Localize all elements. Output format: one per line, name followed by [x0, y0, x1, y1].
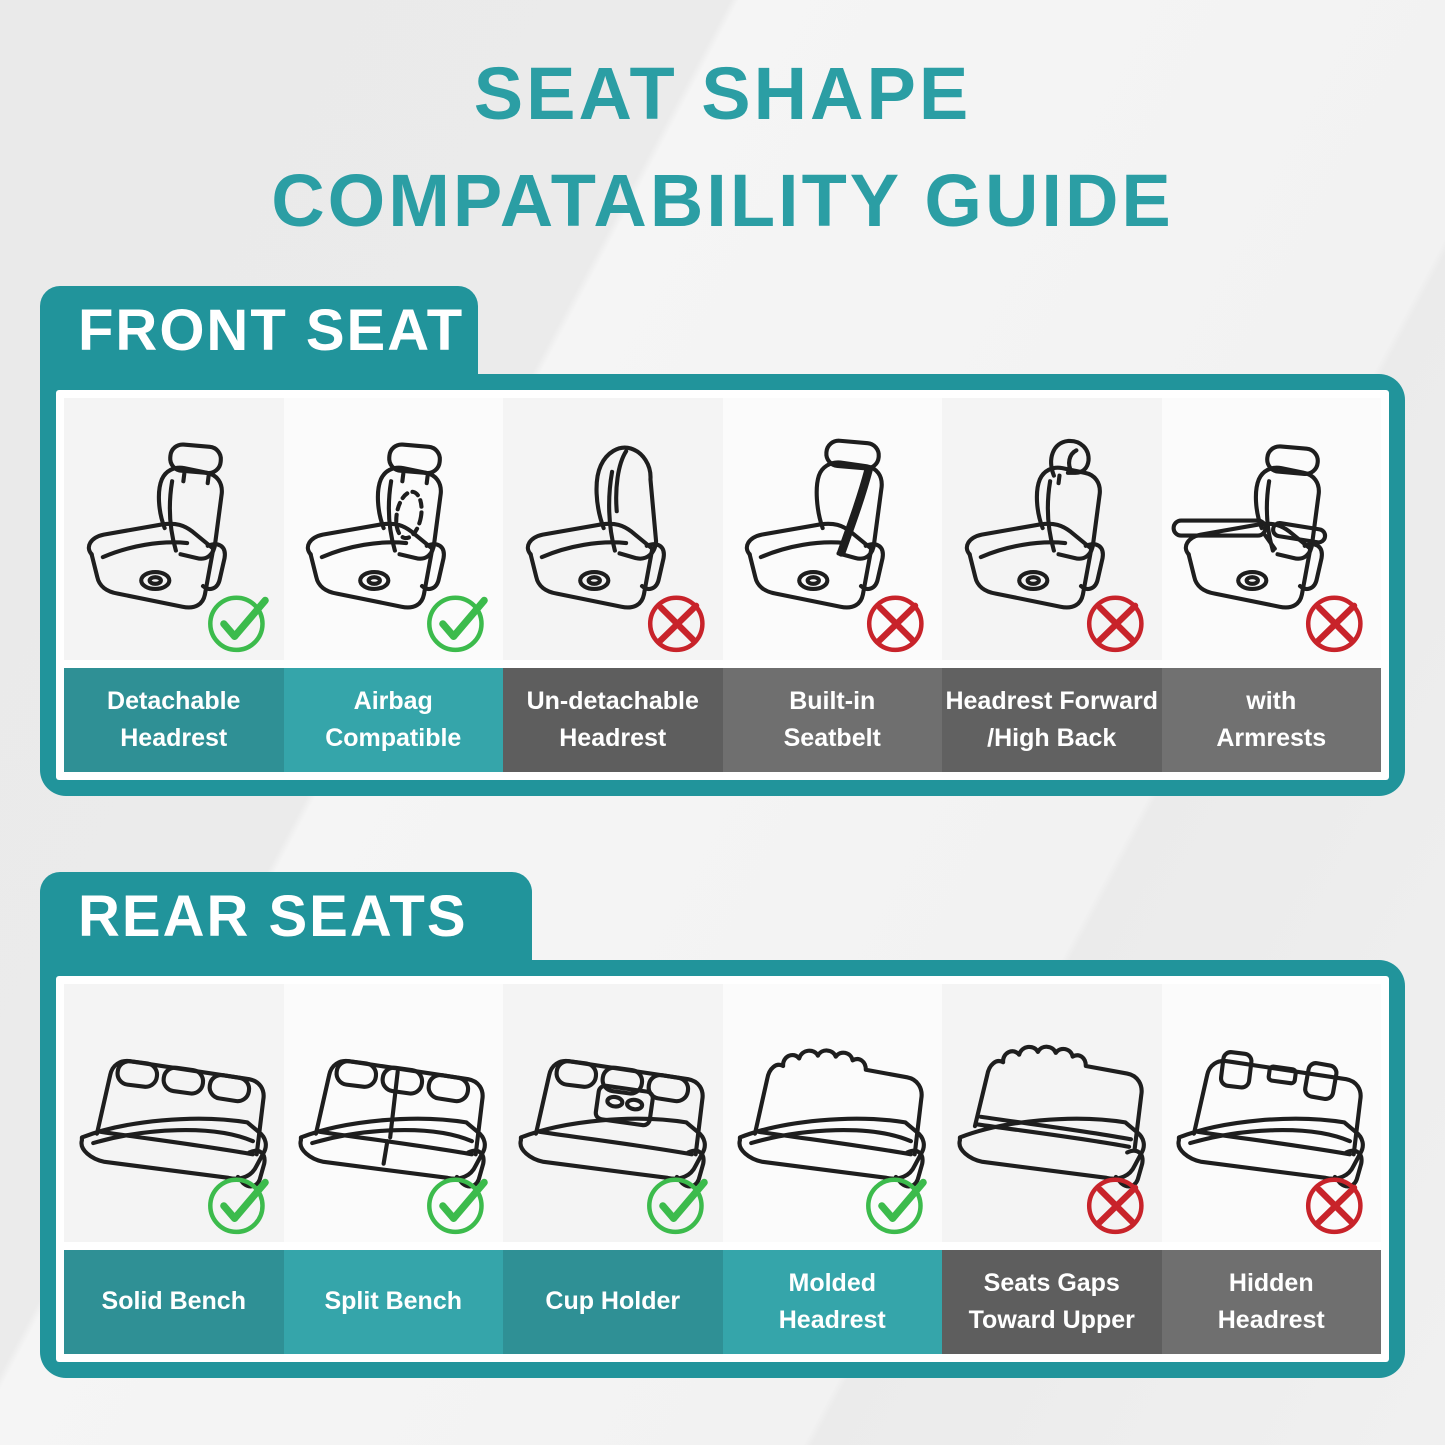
front-card-with-armrests — [1162, 398, 1382, 772]
status-icon — [1082, 1168, 1154, 1240]
status-icon — [423, 586, 495, 658]
check-icon — [204, 1168, 276, 1240]
label-split-bench — [284, 1250, 504, 1354]
front-seat-panel — [40, 374, 1405, 796]
label-line2: Headrest — [120, 724, 228, 752]
label-line1: Split Bench — [324, 1287, 462, 1316]
label-detachable-headrest — [64, 668, 284, 772]
front-card-built-in-seatbelt — [723, 398, 943, 772]
label-line1: Built-in — [789, 686, 876, 715]
check-icon — [423, 586, 495, 658]
label-line1: Solid Bench — [101, 1287, 246, 1316]
check-icon — [204, 586, 276, 658]
title-line2: COMPATABILITY GUIDE — [271, 159, 1174, 243]
front-illustration-built-in-seatbelt — [723, 398, 943, 660]
status-icon — [862, 586, 934, 658]
cross-icon — [862, 586, 934, 658]
rear-seats-panel — [40, 960, 1405, 1378]
rear-card-seats-gaps-toward-upper — [942, 984, 1162, 1354]
front-illustration-detachable-headrest — [64, 398, 284, 660]
title-line1: SEAT SHAPE — [473, 52, 972, 135]
label-headrest-forward-high-back — [942, 668, 1162, 772]
status-icon — [423, 1168, 495, 1240]
rear-seats-panel-inner — [56, 976, 1389, 1362]
label-line2: Headrest — [559, 724, 667, 752]
front-seat-section — [40, 286, 1405, 796]
rear-card-solid-bench — [64, 984, 284, 1354]
label-line1: Molded — [788, 1268, 876, 1297]
label-airbag-compatible — [284, 668, 504, 772]
label-line2: Armrests — [1216, 724, 1327, 752]
label-line1: Seats Gaps — [983, 1268, 1120, 1297]
label-seats-gaps-toward-upper — [942, 1250, 1162, 1354]
status-icon — [204, 1168, 276, 1240]
front-illustration-undetachable-headrest — [503, 398, 723, 660]
front-card-undetachable-headrest — [503, 398, 723, 772]
cross-icon — [1301, 1168, 1373, 1240]
front-card-headrest-forward-high-back — [942, 398, 1162, 772]
label-line1: Headrest Forward — [945, 686, 1159, 715]
rear-seats-section — [40, 872, 1405, 1378]
rear-seats-header-label: REAR SEATS — [78, 883, 468, 949]
check-icon — [423, 1168, 495, 1240]
rear-illustration-cup-holder — [503, 984, 723, 1242]
label-cup-holder — [503, 1250, 723, 1354]
front-illustration-with-armrests — [1162, 398, 1382, 660]
front-seat-header-label: FRONT SEAT — [78, 297, 465, 363]
label-hidden-headrest — [1162, 1250, 1382, 1354]
label-line1: Hidden — [1228, 1268, 1314, 1297]
status-icon — [1301, 586, 1373, 658]
label-line1: Cup Holder — [545, 1287, 681, 1316]
front-seat-cards — [64, 398, 1381, 772]
rear-seats-cards — [64, 984, 1381, 1354]
status-icon — [862, 1168, 934, 1240]
front-seat-header-tab — [40, 286, 478, 374]
cross-icon — [1301, 586, 1373, 658]
rear-card-molded-headrest — [723, 984, 943, 1354]
cross-icon — [1082, 586, 1154, 658]
label-line2: Compatible — [325, 724, 462, 752]
status-icon — [643, 1168, 715, 1240]
front-card-detachable-headrest — [64, 398, 284, 772]
cross-icon — [643, 586, 715, 658]
label-molded-headrest — [723, 1250, 943, 1354]
status-icon — [1301, 1168, 1373, 1240]
rear-illustration-split-bench — [284, 984, 504, 1242]
label-line1: Airbag — [353, 686, 433, 715]
check-icon — [862, 1168, 934, 1240]
status-icon — [1082, 586, 1154, 658]
label-solid-bench — [64, 1250, 284, 1354]
label-line2: /High Back — [987, 724, 1117, 752]
label-line1: Detachable — [107, 686, 241, 715]
page-title — [0, 40, 1445, 255]
label-line1: with — [1246, 686, 1297, 715]
rear-card-hidden-headrest — [1162, 984, 1382, 1354]
label-line2: Headrest — [778, 1306, 886, 1334]
label-line2: Toward Upper — [968, 1306, 1135, 1334]
front-illustration-headrest-forward-high-back — [942, 398, 1162, 660]
label-line2: Headrest — [1217, 1306, 1325, 1334]
front-card-airbag-compatible — [284, 398, 504, 772]
label-built-in-seatbelt — [723, 668, 943, 772]
front-illustration-airbag-compatible — [284, 398, 504, 660]
label-line2: Seatbelt — [783, 724, 881, 752]
rear-card-cup-holder — [503, 984, 723, 1354]
check-icon — [643, 1168, 715, 1240]
rear-illustration-hidden-headrest — [1162, 984, 1382, 1242]
front-seat-panel-inner — [56, 390, 1389, 780]
rear-card-split-bench — [284, 984, 504, 1354]
status-icon — [643, 586, 715, 658]
status-icon — [204, 586, 276, 658]
rear-illustration-solid-bench — [64, 984, 284, 1242]
cross-icon — [1082, 1168, 1154, 1240]
rear-illustration-seats-gaps-toward-upper — [942, 984, 1162, 1242]
label-undetachable-headrest — [503, 668, 723, 772]
rear-illustration-molded-headrest — [723, 984, 943, 1242]
label-line1: Un-detachable — [526, 686, 699, 715]
rear-seats-header-tab — [40, 872, 532, 960]
label-with-armrests — [1162, 668, 1382, 772]
